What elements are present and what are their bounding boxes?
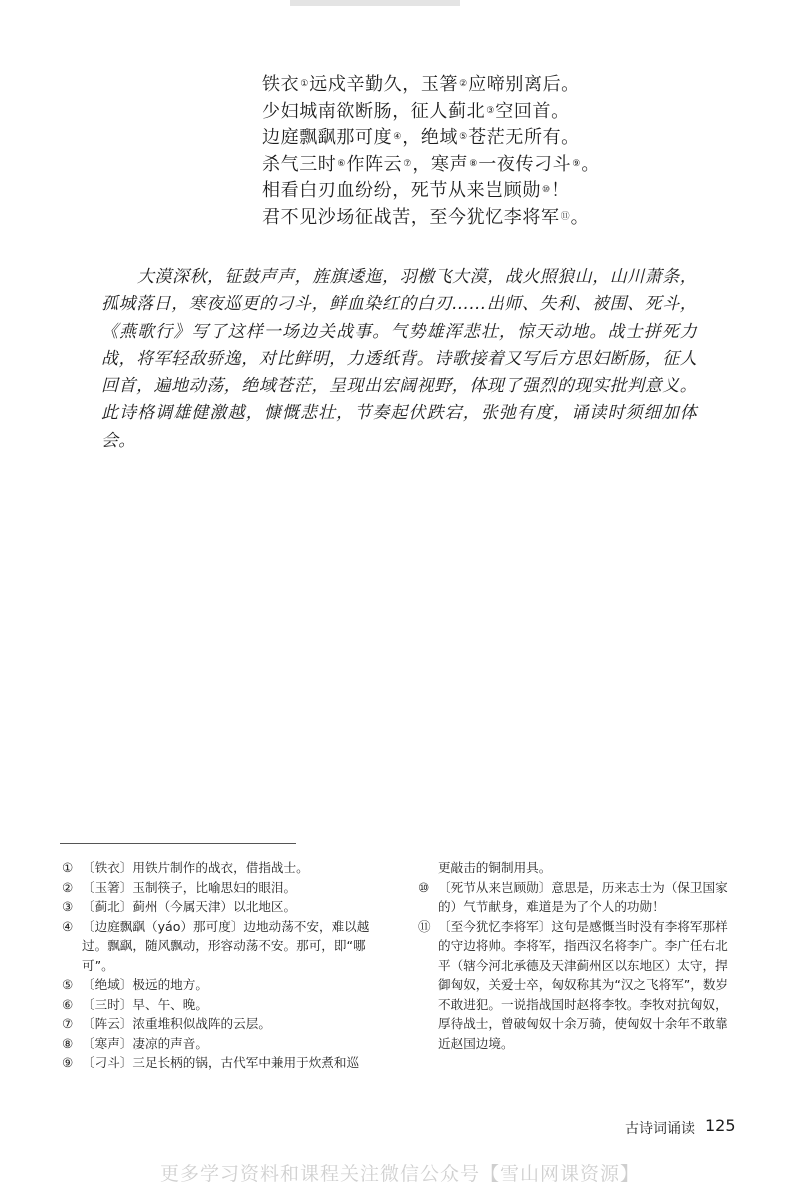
footnote-marker: ⑥: [337, 158, 346, 169]
poem-line: [262, 152, 642, 179]
footnote-text: 〔死节从来岂顾勋〕意思是，历来志士为（保卫国家的）气节献身，难道是为了个人的功勋！: [438, 879, 728, 914]
footnote-number: ⑪: [418, 918, 431, 934]
poem-line: [262, 178, 642, 205]
footnote-marker: ④: [393, 132, 402, 143]
section-title: 古诗词诵读: [625, 1121, 695, 1137]
footnote-marker: ③: [486, 105, 495, 116]
poem-text: ，绝域: [402, 127, 459, 149]
poem-text: ，寒声: [412, 153, 469, 175]
footnote: [62, 975, 374, 995]
watermark: 更多学习资料和课程关注微信公众号【雪山网课资源】: [159, 1163, 640, 1185]
footnote-text: 〔边庭飘飖（yáo）那可度〕边地动荡不安，难以越过。飘飖，随风飘动，形容动荡不安。那可，即“哪可”。: [82, 918, 370, 973]
footnote-text: 〔刁斗〕三足长柄的锅，古代军中兼用于炊煮和巡: [82, 1055, 360, 1070]
footnote-marker: ①: [300, 79, 309, 89]
footnote-marker: ⑨: [572, 158, 581, 169]
top-band: [290, 0, 460, 6]
footnote-number: ④: [62, 918, 74, 934]
poem-text: 。: [570, 206, 590, 228]
footnote-divider: [60, 843, 296, 844]
poem-text: 少妇城南欲断肠，征人蓟北: [262, 100, 486, 122]
footnote: [62, 917, 374, 976]
footnote: [62, 897, 374, 917]
footnote-marker: ②: [459, 79, 468, 89]
footnote: [62, 1053, 374, 1073]
footnote-marker: ⑤: [459, 132, 468, 143]
footnote: [418, 878, 740, 917]
footnote-number: ⑤: [62, 977, 74, 992]
footnote: [62, 858, 374, 878]
poem-text: 。: [581, 153, 600, 175]
footnote: [62, 1034, 374, 1054]
poem-text: 一夜传刁斗: [478, 153, 572, 175]
poem-text: 君不见沙场征战苦，至今犹忆李将军: [262, 206, 560, 228]
poem-text: 苍茫无所有。: [468, 127, 580, 149]
footnote-number: ⑦: [62, 1016, 74, 1031]
poem-line: [262, 205, 642, 232]
footnotes-right-column: [418, 858, 740, 1053]
footnote-marker: ⑩: [542, 185, 551, 196]
footnote-text: 〔至今犹忆李将军〕这句是感慨当时没有李将军那样的守边将帅。李将军，指西汉名将李广。李广任右北平（辖今河北承德及天津蓟州区以东地区）太守，捍御匈奴，关爱士卒，匈奴称其为“汉之飞将军”，数岁不敢进犯。一说指战国时赵将李牧。李牧对抗匈奴，厚待战士，曾破匈奴十余万骑，使匈奴十余年不敢靠近赵国边境。: [438, 918, 729, 1051]
footnote-marker: ⑪: [560, 211, 570, 222]
footnote-number: ⑧: [62, 1035, 74, 1051]
footnote: [62, 995, 374, 1015]
footnote-number: ⑩: [418, 879, 430, 895]
footnote: [62, 1014, 374, 1034]
footnote-text: 〔蓟北〕蓟州（今属天津）以北地区。: [82, 899, 297, 914]
footnote-text: 〔铁衣〕用铁片制作的战衣，借指战士。: [82, 860, 309, 875]
footnote-text: 〔玉箸〕玉制筷子，比喻思妇的眼泪。: [82, 879, 297, 895]
poem-text: 应啼别离后。: [468, 74, 580, 95]
poem-text: 空回首。: [495, 100, 570, 122]
footnotes-left-column: [62, 858, 374, 1073]
poem-text: 作阵云: [346, 153, 403, 175]
footnote-marker: ⑦: [403, 158, 412, 169]
footnote: [62, 878, 374, 898]
footnote: [418, 917, 740, 1054]
poem-text: 相看白刃血纷纷，死节从来岂顾勋: [262, 180, 541, 202]
footnote-number: ⑥: [62, 996, 74, 1012]
poem-line: [262, 125, 642, 152]
poem-text: 铁衣: [262, 74, 300, 95]
commentary-paragraph: 大漠深秋，钲鼓声声，旌旗逶迤，羽檄飞大漠，战火照狼山，山川萧条，孤城落日，寒夜巡更的刁斗，鲜血染红的白刃……出师、失利、被围、死斗，《燕歌行》写了这样一场边关战事。气势雄浑悲壮，惊天动地。战士拼死力战，将军轻敌骄逸，对比鲜明，力透纸背。诗歌接着又写后方思妇断肠，征人回首，遍地动荡，绝域苍茫，呈现出宏阔视野，体现了强烈的现实批判意义。此诗格调雄健激越，慷慨悲壮，节奏起伏跌宕，张弛有度，诵读时须细加体会。: [101, 267, 697, 451]
poem-line: [262, 99, 642, 126]
footnote-marker: ⑧: [469, 158, 478, 169]
footnote-text: 〔绝域〕极远的地方。: [82, 977, 208, 992]
footnote-continuation: 更敲击的铜制用具。: [438, 860, 552, 875]
footnote-number: ②: [62, 879, 74, 895]
footnote-text: 〔阵云〕浓重堆积似战阵的云层。: [82, 1016, 271, 1031]
footnote-number: ①: [62, 860, 74, 875]
page-number: 125: [705, 1116, 736, 1135]
poem: [262, 72, 642, 232]
poem-line: [262, 72, 642, 99]
footnote-number: ⑨: [62, 1055, 74, 1070]
poem-text: 远戍辛勤久，玉箸: [309, 74, 459, 95]
footnote-text: 〔寒声〕凄凉的声音。: [82, 1035, 208, 1051]
poem-text: ！: [551, 180, 570, 202]
poem-text: 边庭飘飖那可度: [262, 127, 393, 149]
poem-text: 杀气三时: [262, 153, 337, 175]
footnote-number: ③: [62, 899, 74, 914]
footnote-text: 〔三时〕早、午、晚。: [82, 996, 208, 1012]
